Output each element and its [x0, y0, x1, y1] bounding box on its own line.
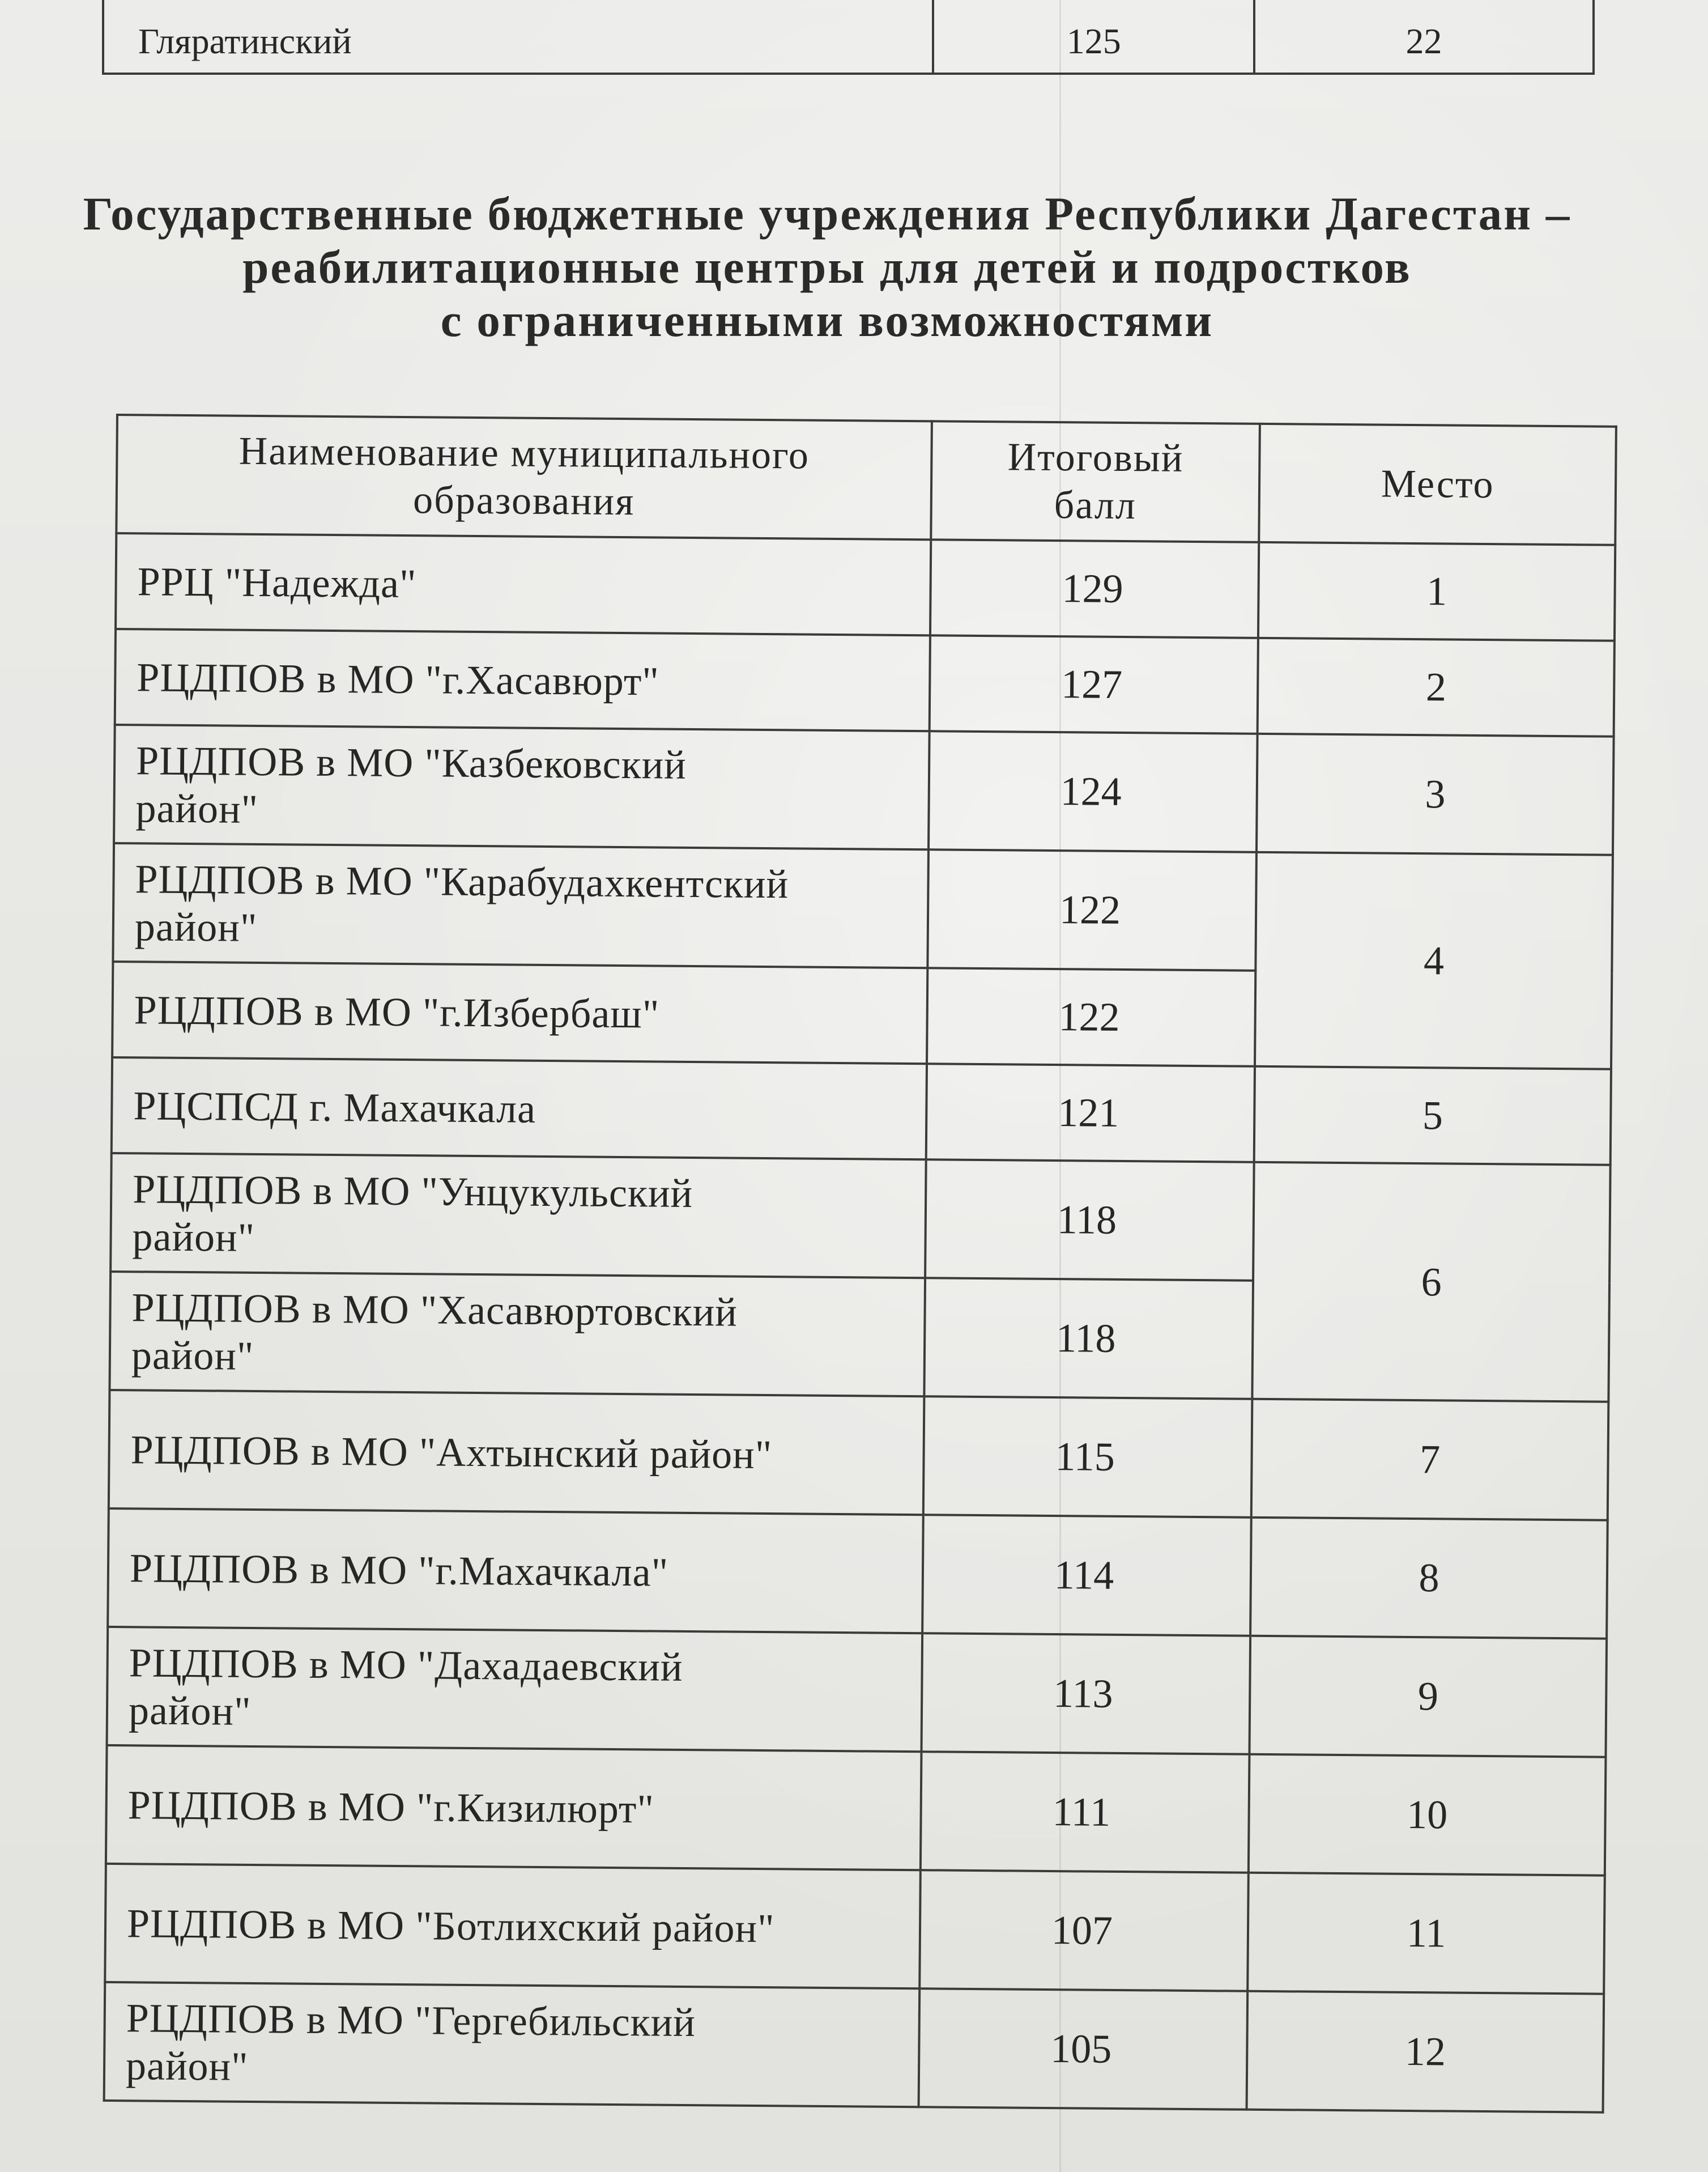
total-score: 125	[933, 0, 1254, 74]
total-score: 114	[922, 1515, 1251, 1636]
institution-name: РЦДПОВ в МО "Карабудахкентский район"	[113, 843, 928, 968]
header-total-score: Итоговый балл	[931, 421, 1260, 542]
institution-name: РЦДПОВ в МО "Казбековский район"	[114, 725, 929, 849]
table-row	[103, 0, 1594, 74]
rank: 3	[1256, 734, 1613, 855]
header-municipality: Наименование муниципального образования	[116, 415, 931, 539]
institution-name: РЦДПОВ в МО "Ботлихский район"	[105, 1864, 920, 1988]
previous-table-fragment	[102, 0, 1595, 75]
ranking-table	[103, 414, 1617, 2114]
total-score: 122	[927, 968, 1256, 1066]
rank: 5	[1254, 1066, 1611, 1165]
table-row	[109, 1390, 1609, 1520]
total-score: 118	[924, 1278, 1253, 1399]
total-score: 122	[927, 849, 1256, 971]
total-score: 115	[923, 1396, 1253, 1518]
table-row	[115, 629, 1615, 737]
institution-name: РЦДПОВ в МО "Хасавюртовский район"	[109, 1272, 925, 1396]
table-row	[107, 1627, 1607, 1757]
rank: 12	[1247, 1991, 1604, 2113]
institution-name: РЦДПОВ в МО "Гергебильский район"	[104, 1982, 919, 2107]
rank: 8	[1250, 1518, 1607, 1639]
institution-name: РРЦ "Надежда"	[116, 533, 931, 635]
institution-name: РЦСПСД г. Махачкала	[112, 1057, 927, 1159]
institution-name: РЦДПОВ в МО "г.Хасавюрт"	[115, 629, 930, 731]
section-heading	[11, 187, 1643, 347]
total-score: 107	[919, 1870, 1249, 1991]
total-score: 118	[925, 1159, 1254, 1281]
total-score: 124	[928, 731, 1258, 852]
header-rank: Место	[1259, 424, 1616, 545]
total-score: 121	[926, 1064, 1255, 1162]
table-row	[108, 1508, 1608, 1639]
table-row	[110, 1153, 1611, 1283]
table-row	[106, 1745, 1606, 1876]
heading-line-1: Государственные бюджетные учреждения Республики Дагестан –	[83, 188, 1571, 240]
heading-line-3: с ограниченными возможностями	[440, 294, 1214, 346]
rank: 9	[1250, 1636, 1607, 1757]
total-score: 111	[921, 1752, 1250, 1873]
total-score: 105	[918, 1988, 1247, 2110]
total-score: 127	[930, 635, 1259, 734]
total-score: 113	[921, 1633, 1250, 1754]
institution-name: РЦДПОВ в МО "Дахадаевский район"	[107, 1627, 922, 1752]
table-row	[114, 725, 1614, 855]
institution-name: РЦДПОВ в МО "г.Избербаш"	[112, 962, 927, 1064]
rank: 4	[1255, 852, 1613, 1069]
table-row	[104, 1982, 1604, 2113]
institution-name: РЦДПОВ в МО "г.Кизилюрт"	[106, 1745, 921, 1870]
rank: 1	[1258, 542, 1615, 641]
rank: 10	[1249, 1754, 1605, 1876]
rank: 11	[1247, 1873, 1604, 1994]
rank: 7	[1251, 1399, 1608, 1520]
rank: 6	[1253, 1162, 1611, 1402]
heading-line-2: реабилитационные центры для детей и подростков	[242, 241, 1412, 293]
table-row	[116, 533, 1615, 641]
rank: 2	[1258, 638, 1615, 737]
total-score: 129	[930, 539, 1259, 638]
institution-name: РЦДПОВ в МО "г.Махачкала"	[108, 1508, 923, 1633]
table-row	[113, 843, 1613, 974]
table-header-row	[116, 415, 1616, 545]
municipality-name: Гляратинский	[103, 0, 933, 74]
institution-name: РЦДПОВ в МО "Унцукульский район"	[110, 1153, 926, 1278]
institution-name: РЦДПОВ в МО "Ахтынский район"	[109, 1390, 924, 1515]
table-row	[105, 1864, 1605, 1994]
rank: 22	[1254, 0, 1594, 74]
table-row	[112, 1057, 1611, 1165]
